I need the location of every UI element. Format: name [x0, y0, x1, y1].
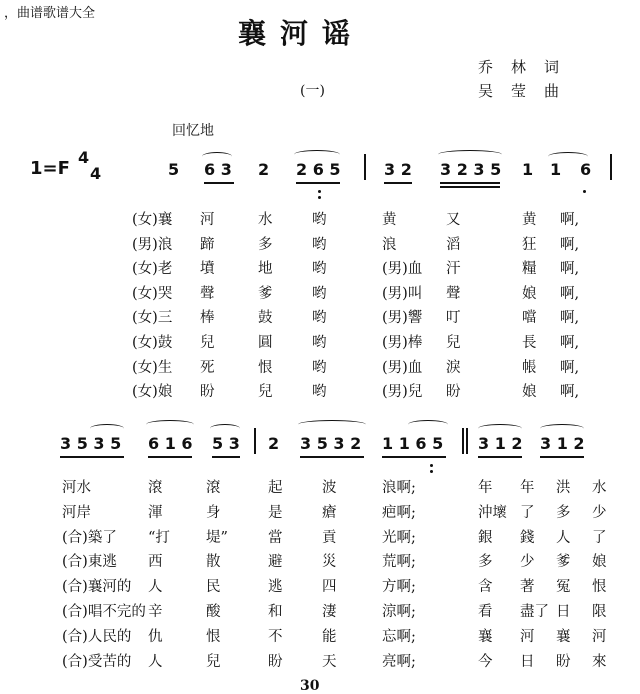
lyric-word: 啊, [560, 310, 580, 327]
lyric-word: 滾 [148, 480, 163, 496]
lyric-word: 盼 [268, 653, 283, 670]
lyric-word: 起 [268, 480, 283, 496]
lyric-word: (合)受苦的 [62, 653, 132, 670]
lyric-word: 圓 [258, 335, 273, 351]
barline [364, 154, 366, 180]
lyric-word: 哟 [312, 335, 327, 351]
note-group: 1 [522, 160, 534, 179]
slur [408, 420, 448, 429]
lyric-word: 河 [200, 212, 215, 228]
lyric-word: 襄 [478, 628, 493, 645]
lyric-word: 兒 [206, 653, 221, 670]
underline-beam [384, 182, 412, 184]
lyric-word: 鼓 [258, 310, 273, 327]
slur [548, 152, 588, 161]
lyric-word: 西 [148, 554, 163, 571]
note-group: 2 [268, 434, 280, 453]
lyric-word: (男)棒 [382, 335, 423, 351]
note-group: 3 1 2 [478, 434, 523, 453]
low-octave-dot [583, 190, 586, 193]
lyric-word: 著 [520, 579, 535, 596]
note-group: 6 3 [204, 160, 232, 179]
low-octave-dot [430, 470, 433, 473]
lyric-word: 聲 [446, 285, 461, 302]
slur [540, 424, 584, 433]
lyric-word: 哟 [312, 310, 327, 327]
slur [438, 150, 502, 159]
lyric-word: 死 [200, 359, 215, 376]
slur [478, 424, 522, 433]
lyric-word: 逃 [268, 579, 283, 596]
barline [462, 428, 464, 454]
lyric-word: 四 [322, 579, 337, 596]
lyric-word: 亮啊; [382, 653, 416, 670]
lyric-word: 渾 [148, 504, 163, 521]
lyric-word: (合)築了 [62, 529, 117, 546]
page-number: 30 [300, 678, 320, 694]
lyric-word: 哟 [312, 261, 327, 278]
lyric-word: 是 [268, 504, 283, 521]
note-group: 2 6 5 [296, 160, 341, 179]
lyric-word: 啊, [560, 335, 580, 351]
note-group: 1 [550, 160, 562, 179]
lyric-word: (女)鼓 [132, 335, 173, 351]
key-signature: 1=F [30, 158, 70, 179]
lyric-word: (合)襄河的 [62, 579, 132, 596]
lyric-word: (合)人民的 [62, 628, 132, 645]
barline [466, 428, 468, 454]
underline-beam [148, 456, 192, 458]
lyric-word: 恨 [258, 359, 273, 376]
lyric-word: 娘 [592, 554, 607, 571]
lyric-word: (女)哭 [132, 285, 173, 302]
lyric-word: 銀 [478, 529, 493, 546]
lyric-word: 娘 [522, 285, 537, 302]
time-signature-bottom: 4 [90, 164, 102, 183]
lyric-word: (女)生 [132, 359, 173, 376]
lyric-word: 盼 [556, 653, 571, 670]
low-octave-dot [318, 196, 321, 199]
lyric-word: 堤” [206, 529, 228, 546]
low-octave-dot [430, 464, 433, 467]
lyric-word: 盡了 [520, 604, 549, 620]
lyric-word: 了 [592, 529, 607, 546]
lyric-word: 恨 [592, 579, 607, 596]
lyric-word: 涼啊; [382, 604, 416, 620]
note-group: 3 1 2 [540, 434, 585, 453]
note-group: 6 [580, 160, 592, 179]
lyric-word: 忘啊; [382, 628, 416, 645]
lyric-word: 又 [446, 212, 461, 228]
lyric-word: 兒 [200, 335, 215, 351]
composer-credit: 吴莹曲 [478, 82, 578, 100]
lyric-word: 水 [258, 212, 273, 228]
lyric-word: 叮 [446, 310, 461, 327]
slur [146, 420, 194, 429]
lyric-word: 貢 [322, 529, 337, 546]
lyric-word: 盼 [200, 384, 215, 401]
note-group: 1 1 6 5 [382, 434, 444, 453]
lyric-word: 水 [592, 480, 607, 496]
slur [210, 424, 240, 433]
barline [254, 428, 256, 454]
underline-beam [296, 182, 340, 184]
lyric-word: 噹 [522, 310, 537, 327]
underline-beam [212, 456, 240, 458]
lyric-word: 年 [478, 480, 493, 496]
lyric-word: 散 [206, 554, 221, 571]
slur [90, 424, 124, 433]
underline-beam [440, 186, 500, 188]
lyric-word: 看 [478, 604, 493, 620]
lyric-word: 啊, [560, 384, 580, 401]
lyric-word: 民 [206, 579, 221, 596]
lyric-word: 滾 [206, 480, 221, 496]
lyric-word: 多 [258, 236, 273, 253]
lyric-word: (男)血 [382, 359, 423, 376]
lyric-word: 少 [592, 504, 607, 521]
lyric-word: (男)叫 [382, 285, 423, 302]
lyric-word: “打 [148, 529, 170, 546]
note-group: 2 [258, 160, 270, 179]
note-group: 5 [168, 160, 180, 179]
lyric-word: 能 [322, 628, 337, 645]
lyric-word: 帳 [522, 359, 537, 376]
lyric-word: 疤啊; [382, 504, 416, 521]
lyric-word: 方啊; [382, 579, 416, 596]
lyric-word: 身 [206, 504, 221, 521]
lyric-word: 啊, [560, 285, 580, 302]
lyric-word: (女)襄 [132, 212, 173, 228]
time-signature-top: 4 [78, 148, 90, 167]
slur [298, 420, 366, 429]
lyric-word: 多 [556, 504, 571, 521]
lyric-word: 災 [322, 554, 337, 571]
underline-beam [382, 456, 446, 458]
tempo-marking: 回忆地 [172, 123, 214, 139]
underline-beam [204, 182, 234, 184]
lyric-word: 恨 [206, 628, 221, 645]
lyric-word: (男)響 [382, 310, 423, 327]
part-marker: (一) [300, 83, 325, 99]
lyric-word: 墳 [200, 261, 215, 278]
lyric-word: 洪 [556, 480, 571, 496]
lyric-word: (男)浪 [132, 236, 173, 253]
lyric-word: 地 [258, 261, 273, 278]
note-group: 5 3 [212, 434, 240, 453]
lyric-word: 淚 [446, 359, 461, 376]
lyric-word: 波 [322, 480, 337, 496]
lyric-word: 兒 [446, 335, 461, 351]
lyric-word: 浪啊; [382, 480, 416, 496]
lyric-word: 瘡 [322, 504, 337, 521]
lyric-word: 和 [268, 604, 283, 620]
lyric-word: 棒 [200, 310, 215, 327]
lyric-word: 蹄 [200, 236, 215, 253]
note-group: 6 1 6 [148, 434, 193, 453]
lyric-word: 多 [478, 554, 493, 571]
lyric-word: 浪 [382, 236, 397, 253]
time-signature [78, 150, 101, 182]
watermark: ，曲谱歌谱大全 [0, 0, 99, 23]
lyric-word: 光啊; [382, 529, 416, 546]
lyric-word: (男)兒 [382, 384, 423, 401]
lyric-word: 河岸 [62, 504, 91, 521]
underline-beam [300, 456, 364, 458]
lyric-word: (女)老 [132, 261, 173, 278]
song-title: 襄河谣 [238, 17, 365, 50]
slur [202, 152, 232, 161]
slur [294, 150, 340, 159]
underline-beam [478, 456, 522, 458]
lyric-word: 黄 [522, 212, 537, 228]
lyric-word: 啊, [560, 212, 580, 228]
lyric-word: 日 [556, 604, 571, 620]
lyric-word: 爹 [556, 554, 571, 571]
lyric-word: 當 [268, 529, 283, 546]
lyric-word: 長 [522, 335, 537, 351]
lyric-word: 黄 [382, 212, 397, 228]
lyric-word: 兒 [258, 384, 273, 401]
lyric-word: 河 [520, 628, 535, 645]
lyric-word: 娘 [522, 384, 537, 401]
lyric-word: 不 [268, 628, 283, 645]
lyric-word: 來 [592, 653, 607, 670]
lyric-word: 滔 [446, 236, 461, 253]
note-group: 3 2 [384, 160, 412, 179]
lyric-word: 人 [148, 653, 163, 670]
lyric-word: 少 [520, 554, 535, 571]
lyric-word: 襄 [556, 628, 571, 645]
underline-beam [540, 456, 584, 458]
lyric-word: 冤 [556, 579, 571, 596]
lyric-word: (女)娘 [132, 384, 173, 401]
lyric-word: (合)東逃 [62, 554, 117, 571]
lyric-word: 避 [268, 554, 283, 571]
lyric-word: 荒啊; [382, 554, 416, 571]
lyric-word: 盼 [446, 384, 461, 401]
note-group: 3 5 3 2 [300, 434, 362, 453]
lyric-word: 辛 [148, 604, 163, 620]
lyric-word: 河 [592, 628, 607, 645]
underline-beam [60, 456, 124, 458]
underline-beam [440, 182, 500, 184]
lyric-word: 啊, [560, 359, 580, 376]
lyric-word: 含 [478, 579, 493, 596]
lyric-word: 聲 [200, 285, 215, 302]
note-group: 3 5 3 5 [60, 434, 122, 453]
lyric-word: 哟 [312, 212, 327, 228]
lyric-word: (女)三 [132, 310, 173, 327]
note-group: 3 2 3 5 [440, 160, 502, 179]
lyric-word: 今 [478, 653, 493, 670]
lyric-word: 年 [520, 480, 535, 496]
barline [610, 154, 612, 180]
lyric-word: 啊, [560, 261, 580, 278]
lyric-word: 狂 [522, 236, 537, 253]
lyric-word: 哟 [312, 285, 327, 302]
lyric-word: 哟 [312, 359, 327, 376]
lyric-word: 啊, [560, 236, 580, 253]
lyric-word: (合)唱不完的 [62, 604, 146, 620]
low-octave-dot [318, 190, 321, 193]
lyric-word: (男)血 [382, 261, 423, 278]
lyric-word: 日 [520, 653, 535, 670]
lyric-word: 人 [148, 579, 163, 596]
lyric-word: 糧 [522, 261, 537, 278]
lyric-word: 汗 [446, 261, 461, 278]
lyric-word: 了 [520, 504, 535, 521]
lyric-word: 仇 [148, 628, 163, 645]
lyric-word: 錢 [520, 529, 535, 546]
lyric-word: 天 [322, 653, 337, 670]
lyric-word: 爹 [258, 285, 273, 302]
lyric-word: 人 [556, 529, 571, 546]
lyric-word: 河水 [62, 480, 91, 496]
lyric-word: 哟 [312, 384, 327, 401]
lyric-word: 淒 [322, 604, 337, 620]
lyric-word: 酸 [206, 604, 221, 620]
lyric-word: 哟 [312, 236, 327, 253]
lyric-word: 沖壞 [478, 504, 507, 521]
lyricist-credit: 乔林词 [478, 58, 578, 76]
lyric-word: 限 [592, 604, 607, 620]
